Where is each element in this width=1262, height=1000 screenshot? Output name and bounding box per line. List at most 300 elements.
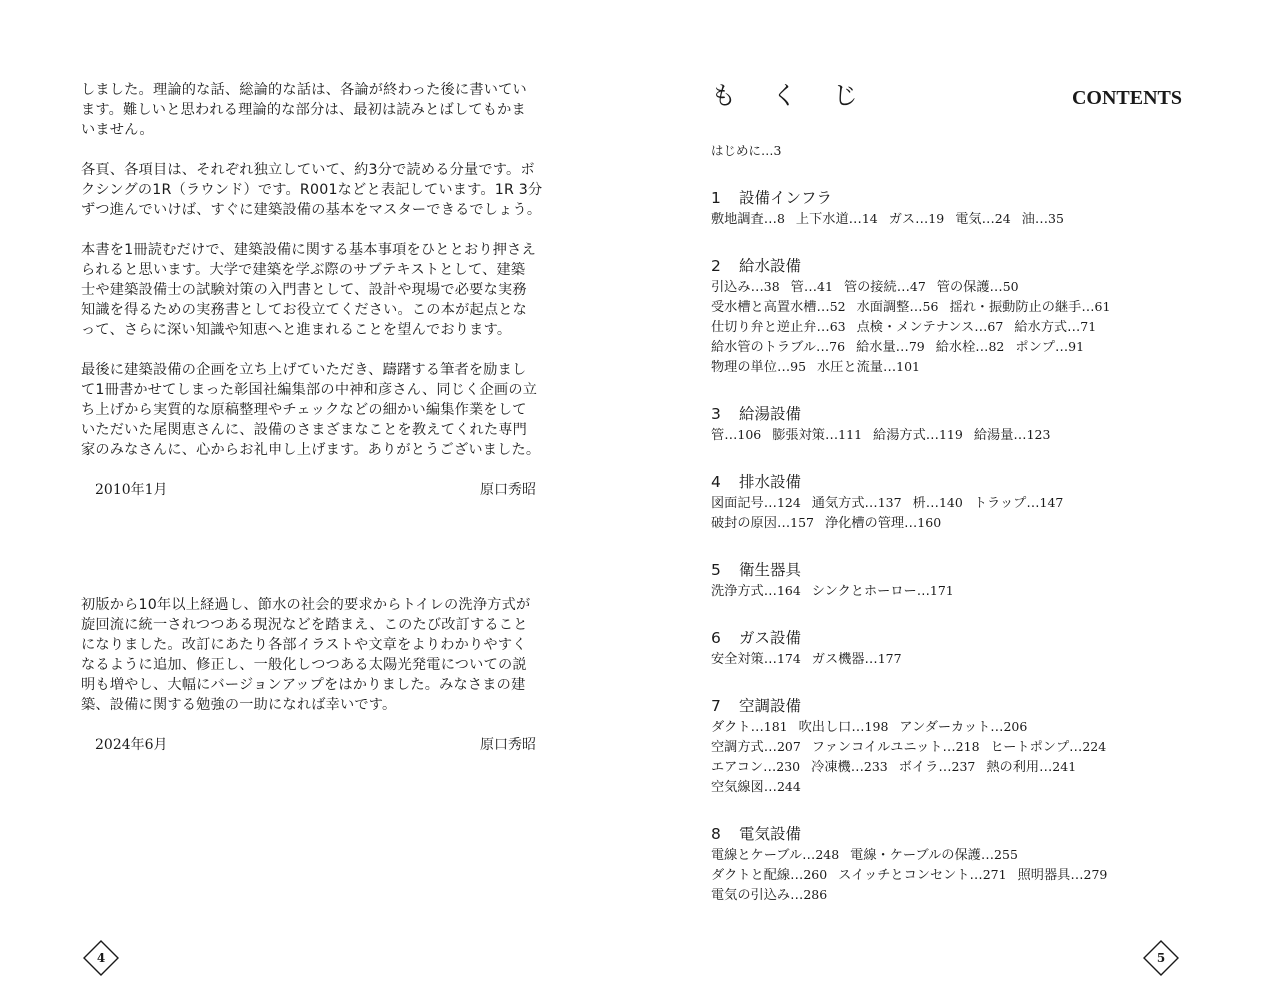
toc-title: も く じ bbox=[711, 81, 872, 110]
toc-entry-label: 給水量 bbox=[856, 340, 896, 355]
toc-entry[interactable] bbox=[796, 212, 878, 227]
toc-entry[interactable] bbox=[899, 720, 1027, 735]
toc-entry-label: スイッチとコンセント bbox=[838, 868, 970, 883]
toc-entry-label: 破封の原因 bbox=[711, 516, 777, 531]
toc-entry-page: 123 bbox=[1026, 427, 1051, 442]
toc-entry[interactable] bbox=[850, 848, 1018, 863]
toc-entry-label: エアコン bbox=[711, 760, 764, 775]
text-line: なるように追加、修正し、一般化しつつある太陽光発電についての説 bbox=[81, 657, 527, 673]
text-line: 知識を得るための実務書としてお役立てください。この本が起点とな bbox=[81, 302, 528, 318]
toc-intro-entry[interactable] bbox=[711, 141, 1191, 161]
toc-entry[interactable] bbox=[711, 888, 827, 903]
toc-entry-page: 71 bbox=[1080, 319, 1097, 334]
toc-entry-page: 171 bbox=[929, 583, 954, 598]
toc-entry[interactable] bbox=[838, 868, 1006, 883]
toc-entry[interactable] bbox=[991, 740, 1107, 755]
signature-2024 bbox=[81, 735, 556, 755]
toc-entry-page: 218 bbox=[955, 739, 980, 754]
toc-entry[interactable] bbox=[772, 428, 862, 443]
toc-entry-label: 管 bbox=[711, 428, 725, 443]
signature-date: 2024年6月 bbox=[95, 737, 168, 753]
toc-entry-label: 膨張対策 bbox=[772, 428, 825, 443]
toc-line bbox=[711, 513, 1191, 533]
toc-entry-page: 8 bbox=[776, 211, 785, 226]
leader-dots: … bbox=[790, 888, 804, 903]
text-line: ち上げから実質的な原稿整理やチェックなどの細かい編集作業をして bbox=[81, 402, 527, 418]
page-number: 5 bbox=[1156, 951, 1166, 965]
toc-entry[interactable] bbox=[825, 516, 941, 531]
toc-entry-label: 受水槽と高置水槽 bbox=[711, 300, 817, 315]
text-line: いません。 bbox=[81, 122, 154, 138]
toc-entry[interactable] bbox=[844, 280, 926, 295]
toc-entry[interactable] bbox=[711, 720, 788, 735]
toc-entry-page: 160 bbox=[917, 515, 942, 530]
toc-line bbox=[711, 649, 1191, 669]
toc-entry-page: 174 bbox=[776, 651, 801, 666]
toc-section-heading[interactable] bbox=[711, 627, 1191, 649]
leader-dots: … bbox=[1013, 428, 1027, 443]
toc-line bbox=[711, 845, 1191, 865]
leader-dots: … bbox=[816, 300, 830, 315]
text-line: られると思います。大学で建築を学ぶ際のサブテキストとして、建築 bbox=[81, 262, 526, 278]
toc-line bbox=[711, 885, 1191, 905]
toc-entry-label: ヒートポンプ bbox=[990, 740, 1070, 755]
toc-entry-label: ポンプ bbox=[1015, 340, 1055, 355]
toc-entry-page: 157 bbox=[790, 515, 814, 530]
toc-entry-page: 260 bbox=[803, 867, 828, 882]
signature-date: 2010年1月 bbox=[95, 482, 168, 498]
toc-entry-page: 50 bbox=[1002, 279, 1019, 294]
toc-entry-label: 枡 bbox=[912, 496, 926, 511]
toc-entry[interactable] bbox=[955, 212, 1010, 227]
toc-entry[interactable] bbox=[817, 360, 920, 375]
toc-entry-label: 図面記号 bbox=[711, 496, 764, 511]
section-number: 6 bbox=[711, 629, 721, 647]
toc-line bbox=[711, 337, 1191, 357]
toc-entry-page: 19 bbox=[928, 211, 945, 226]
text-line: 士や建築設備士の試験対策の入門書として、設計や現場で必要な実務 bbox=[81, 282, 527, 298]
text-line: 家のみなさんに、心からお礼申し上げます。ありがとうございました。 bbox=[81, 442, 541, 458]
toc-entry-label: 通気方式 bbox=[811, 496, 865, 511]
toc-entry[interactable] bbox=[936, 340, 1005, 355]
toc-entry-label: 給湯方式 bbox=[873, 428, 926, 443]
toc-line bbox=[711, 757, 1191, 777]
toc-section bbox=[711, 403, 1191, 445]
leader-dots: … bbox=[815, 340, 830, 355]
preface-paragraph-5 bbox=[81, 595, 556, 715]
signature-author: 原口秀昭 bbox=[480, 482, 536, 498]
leader-dots: … bbox=[1034, 212, 1049, 227]
section-title: 排水設備 bbox=[739, 473, 802, 491]
leader-dots: … bbox=[816, 320, 830, 335]
toc-section-heading[interactable] bbox=[711, 187, 1191, 209]
preface-paragraph-4 bbox=[81, 360, 556, 460]
toc-entry-page: 177 bbox=[877, 651, 902, 666]
toc-entry-page: 41 bbox=[817, 279, 833, 294]
toc-line bbox=[711, 717, 1191, 737]
toc-line bbox=[711, 277, 1191, 297]
text-line: 最後に建築設備の企画を立ち上げていただき、躊躇する筆者を励まし bbox=[81, 362, 527, 378]
toc-entry-page: 95 bbox=[790, 359, 807, 374]
toc-entry-page: 91 bbox=[1068, 339, 1085, 354]
preface-paragraph-2 bbox=[81, 160, 556, 220]
toc-entry[interactable] bbox=[873, 428, 963, 443]
toc-entry-label: 電気 bbox=[955, 212, 982, 227]
toc-entry[interactable] bbox=[937, 280, 1019, 295]
toc-entry[interactable] bbox=[857, 320, 1004, 335]
preface-revision bbox=[81, 595, 556, 775]
toc-entry-label: トラップ bbox=[973, 496, 1027, 511]
toc-entry-label: 揺れ・振動防止の継手 bbox=[949, 300, 1082, 315]
toc-entry-label: 管の保護 bbox=[936, 280, 990, 295]
toc-entry-page: 230 bbox=[776, 759, 801, 774]
toc-intro-label: はじめに bbox=[711, 143, 762, 158]
leader-dots: … bbox=[882, 360, 897, 375]
leader-dots: … bbox=[763, 496, 777, 511]
leader-dots: … bbox=[750, 720, 764, 735]
toc-entry-page: 181 bbox=[763, 719, 788, 734]
toc-entry[interactable] bbox=[811, 760, 888, 775]
toc-entry[interactable] bbox=[1022, 212, 1064, 227]
toc-line bbox=[711, 357, 1191, 377]
leader-dots: … bbox=[942, 740, 956, 755]
toc-entry-page: 47 bbox=[909, 279, 926, 294]
toc-entry[interactable] bbox=[711, 280, 780, 295]
toc-section-heading[interactable] bbox=[711, 823, 1191, 845]
leader-dots: … bbox=[776, 360, 791, 375]
toc-entry-label: 給水栓 bbox=[935, 340, 976, 355]
toc-entry-page: 140 bbox=[938, 495, 963, 510]
toc-entry-page: 61 bbox=[1094, 299, 1111, 314]
leader-dots: … bbox=[1026, 496, 1040, 511]
leader-dots: … bbox=[1054, 340, 1069, 355]
toc-sections bbox=[711, 187, 1191, 905]
toc-entry-label: 熱の利用 bbox=[986, 760, 1040, 775]
leader-dots: … bbox=[938, 760, 952, 775]
toc-entry-page: 101 bbox=[896, 359, 921, 374]
toc-section bbox=[711, 187, 1191, 229]
toc-entry[interactable] bbox=[812, 496, 902, 511]
leader-dots: … bbox=[1070, 868, 1084, 883]
leader-dots: … bbox=[763, 780, 777, 795]
toc-entry[interactable] bbox=[1018, 868, 1108, 883]
toc-entry-page: 14 bbox=[861, 211, 878, 226]
toc-entry[interactable] bbox=[791, 280, 833, 295]
toc-entry[interactable] bbox=[711, 428, 761, 443]
section-number: 1 bbox=[711, 189, 721, 207]
toc-entry[interactable] bbox=[974, 496, 1064, 511]
toc-entry-label: 給水管のトラブル bbox=[711, 340, 816, 355]
toc-entry-page: 38 bbox=[763, 279, 780, 294]
toc-line bbox=[711, 737, 1191, 757]
toc-entry[interactable] bbox=[799, 720, 889, 735]
leader-dots: … bbox=[790, 868, 804, 883]
toc-entry-label: 浄化槽の管理 bbox=[824, 516, 905, 531]
signature-2010 bbox=[81, 480, 556, 500]
toc-entry-label: アンダーカット bbox=[899, 720, 991, 735]
toc-entry-page: 206 bbox=[1003, 719, 1028, 734]
toc-entry-label: ボイラ bbox=[898, 760, 939, 775]
toc-entry-page: 233 bbox=[863, 759, 888, 774]
section-number: 5 bbox=[711, 561, 721, 579]
leader-dots: … bbox=[904, 516, 918, 531]
toc-line bbox=[711, 425, 1191, 445]
toc-entry-page: 67 bbox=[987, 319, 1004, 334]
toc-entry[interactable] bbox=[711, 652, 801, 667]
toc-entry-page: 164 bbox=[776, 583, 801, 598]
toc-entry-page: 147 bbox=[1039, 495, 1064, 510]
signature-author: 原口秀昭 bbox=[480, 737, 536, 753]
preface-paragraph-3 bbox=[81, 240, 556, 340]
text-line: 初版から10年以上経過し、節水の社会的要求からトイレの洗浄方式が bbox=[81, 597, 531, 613]
toc-entry[interactable] bbox=[974, 428, 1051, 443]
toc-entry-page: 248 bbox=[815, 847, 840, 862]
toc-entry-page: 119 bbox=[938, 427, 963, 442]
text-line: しました。理論的な話、総論的な話は、各論が終わった後に書いてい bbox=[81, 82, 527, 98]
toc-entry-page: 198 bbox=[864, 719, 889, 734]
leader-dots: … bbox=[864, 496, 878, 511]
toc-entry-label: 安全対策 bbox=[711, 652, 764, 667]
toc-entry[interactable] bbox=[986, 760, 1076, 775]
section-title: 電気設備 bbox=[739, 825, 802, 843]
toc-entry-label: 冷凍機 bbox=[811, 760, 851, 775]
leader-dots: … bbox=[1081, 300, 1095, 315]
toc-entry-page: 82 bbox=[988, 339, 1005, 354]
leader-dots: … bbox=[981, 212, 995, 227]
leader-dots: … bbox=[1069, 740, 1083, 755]
section-title: 給湯設備 bbox=[739, 405, 802, 423]
toc-entry-label: 物理の単位 bbox=[711, 360, 777, 375]
toc-entry-label: 引込み bbox=[711, 280, 751, 295]
toc-entry-label: シンクとホーロー bbox=[811, 584, 917, 599]
toc-entry-label: 点検・メンテナンス bbox=[856, 320, 975, 335]
toc-entry-label: 電線・ケーブルの保護 bbox=[850, 848, 981, 863]
leader-dots: … bbox=[763, 652, 777, 667]
text-line: クシングの1R（ラウンド）です。R001などと表記しています。1R 3分 bbox=[81, 182, 543, 198]
leader-dots: … bbox=[803, 280, 818, 295]
toc-entry[interactable] bbox=[711, 212, 785, 227]
leader-dots: … bbox=[763, 212, 777, 227]
toc-entry-label: 管の接続 bbox=[843, 280, 897, 295]
leader-dots: … bbox=[824, 428, 839, 443]
toc-section-heading[interactable] bbox=[711, 403, 1191, 425]
toc-section bbox=[711, 255, 1191, 377]
leader-dots: … bbox=[850, 760, 864, 775]
toc-section bbox=[711, 471, 1191, 533]
toc-section-heading[interactable] bbox=[711, 695, 1191, 717]
toc-entry[interactable] bbox=[711, 320, 846, 335]
toc-entry-page: 79 bbox=[908, 339, 925, 354]
toc-line bbox=[711, 493, 1191, 513]
text-line: ずつ進んでいけば、すぐに建築設備の基本をマスターできるでしょう。 bbox=[81, 202, 542, 218]
toc-entry-page: 63 bbox=[829, 319, 846, 334]
toc-line bbox=[711, 317, 1191, 337]
toc-entry-label: ガス機器 bbox=[811, 652, 865, 667]
toc-line bbox=[711, 581, 1191, 601]
toc-entry[interactable] bbox=[1015, 340, 1084, 355]
toc-entry-label: 油 bbox=[1021, 212, 1035, 227]
toc-entry-label: 水圧と流量 bbox=[817, 360, 883, 375]
toc-entry[interactable] bbox=[711, 584, 801, 599]
toc-entry[interactable] bbox=[711, 340, 845, 355]
toc-entry-label: 敷地調査 bbox=[711, 212, 764, 227]
toc-entry[interactable] bbox=[711, 848, 839, 863]
toc-entry[interactable] bbox=[913, 496, 963, 511]
toc-entry-page: 271 bbox=[982, 867, 1007, 882]
toc-section-heading[interactable] bbox=[711, 471, 1191, 493]
leader-dots: … bbox=[1067, 320, 1081, 335]
toc-entry-label: 電線とケーブル bbox=[711, 848, 803, 863]
text-line: て1冊書かせてしまった彰国社編集部の中神和彦さん、同じく企画の立 bbox=[81, 382, 538, 398]
text-line: 築、設備に関する勉強の一助になれば幸いです。 bbox=[81, 697, 397, 713]
leader-dots: … bbox=[1039, 760, 1053, 775]
toc-entry-page: 286 bbox=[803, 887, 828, 902]
toc-line bbox=[711, 777, 1191, 797]
toc-entry[interactable] bbox=[889, 212, 944, 227]
toc-entry[interactable] bbox=[857, 300, 939, 315]
toc-entry-label: ガス bbox=[888, 212, 916, 227]
leader-dots: … bbox=[969, 868, 983, 883]
section-number: 3 bbox=[711, 405, 721, 423]
preface-upper bbox=[81, 80, 556, 520]
leader-dots: … bbox=[925, 428, 939, 443]
text-line: 旋回流に統一されつつある現況などを踏まえ、このたび改訂すること bbox=[81, 617, 528, 633]
toc-section-heading[interactable] bbox=[711, 559, 1191, 581]
toc-section bbox=[711, 559, 1191, 601]
toc-entry[interactable] bbox=[899, 760, 976, 775]
toc-entry-label: 給湯量 bbox=[973, 428, 1014, 443]
text-line: いただいた尾関恵さんに、設備のさまざまなことを教えてくれた専門 bbox=[81, 422, 528, 438]
toc-section bbox=[711, 823, 1191, 905]
toc-entry-page: 279 bbox=[1083, 867, 1108, 882]
toc-entry[interactable] bbox=[711, 740, 801, 755]
leader-dots: … bbox=[989, 280, 1003, 295]
toc-entry-page: 244 bbox=[776, 779, 801, 794]
text-line: 明も増やし、大幅にバージョンアップをはかりました。みなさまの建 bbox=[81, 677, 526, 693]
toc-entry-label: 空調方式 bbox=[711, 740, 764, 755]
leader-dots: … bbox=[724, 428, 738, 443]
toc-entry-page: 111 bbox=[838, 427, 863, 442]
toc-entry-label: 吹出し口 bbox=[798, 720, 852, 735]
toc-section-heading[interactable] bbox=[711, 255, 1191, 277]
toc-entry-page: 35 bbox=[1048, 211, 1064, 226]
toc-entry[interactable] bbox=[711, 868, 827, 883]
text-line: 本書を1冊読むだけで、建築設備に関する基本事項をひととおり押さえ bbox=[81, 242, 536, 258]
leader-dots: … bbox=[925, 496, 939, 511]
toc-entry-label: 給水方式 bbox=[1014, 320, 1068, 335]
table-of-contents bbox=[711, 141, 1191, 931]
toc-entry-label: ダクト bbox=[711, 720, 751, 735]
toc-entry-page: 124 bbox=[776, 495, 801, 510]
leader-dots: … bbox=[750, 280, 764, 295]
contents-label: CONTENTS bbox=[1071, 87, 1182, 109]
toc-section bbox=[711, 627, 1191, 669]
toc-entry-page: 24 bbox=[994, 211, 1011, 226]
section-title: 空調設備 bbox=[739, 697, 802, 715]
section-title: 給水設備 bbox=[739, 257, 802, 275]
section-number: 7 bbox=[711, 697, 721, 715]
text-line: って、さらに深い知識や知恵へと進まれることを望んでおります。 bbox=[81, 322, 512, 338]
text-line: 各頁、各項目は、それぞれ独立していて、約3分で読める分量です。ボ bbox=[81, 162, 535, 178]
leader-dots: … bbox=[848, 212, 862, 227]
preface-paragraph-1 bbox=[81, 80, 556, 140]
toc-entry[interactable] bbox=[711, 300, 846, 315]
leader-dots: … bbox=[990, 720, 1004, 735]
toc-entry-page: 224 bbox=[1082, 739, 1107, 754]
toc-entry[interactable] bbox=[812, 584, 954, 599]
toc-line bbox=[711, 865, 1191, 885]
toc-entry-label: 上下水道 bbox=[795, 212, 849, 227]
toc-entry[interactable] bbox=[711, 780, 801, 795]
toc-entry-label: 洗浄方式 bbox=[711, 584, 764, 599]
toc-entry-page: 241 bbox=[1052, 759, 1077, 774]
text-line: になりました。改訂にあたり各部イラストや文章をよりわかりやすく bbox=[81, 637, 527, 653]
leader-dots: … bbox=[802, 848, 816, 863]
leader-dots: … bbox=[975, 340, 989, 355]
page-number-right bbox=[1143, 940, 1179, 976]
leader-dots: … bbox=[761, 143, 774, 158]
toc-entry-label: 空気線図 bbox=[711, 780, 764, 795]
right-page bbox=[631, 0, 1262, 1000]
toc-entry[interactable] bbox=[812, 652, 902, 667]
toc-entry-page: 76 bbox=[829, 339, 846, 354]
toc-entry[interactable] bbox=[812, 740, 980, 755]
toc-entry-page: 255 bbox=[994, 847, 1018, 862]
toc-entry-page: 52 bbox=[829, 299, 846, 314]
toc-entry-page: 106 bbox=[737, 427, 762, 442]
leader-dots: … bbox=[776, 516, 791, 531]
toc-entry-label: 照明器具 bbox=[1017, 868, 1071, 883]
toc-entry-label: 電気の引込み bbox=[711, 888, 791, 903]
leader-dots: … bbox=[916, 584, 930, 599]
leader-dots: … bbox=[895, 340, 909, 355]
toc-entry[interactable] bbox=[1014, 320, 1096, 335]
toc-entry[interactable] bbox=[711, 516, 814, 531]
leader-dots: … bbox=[896, 280, 910, 295]
toc-line bbox=[711, 209, 1191, 229]
section-number: 2 bbox=[711, 257, 721, 275]
toc-section bbox=[711, 695, 1191, 797]
toc-entry-label: ファンコイルユニット bbox=[811, 740, 943, 755]
section-number: 8 bbox=[711, 825, 721, 843]
leader-dots: … bbox=[974, 320, 988, 335]
toc-entry-page: 56 bbox=[922, 299, 939, 314]
toc-entry-page: 237 bbox=[951, 759, 976, 774]
toc-entry-label: 管 bbox=[790, 280, 804, 295]
toc-entry[interactable] bbox=[711, 360, 806, 375]
section-title: 衛生器具 bbox=[739, 561, 802, 579]
page-number-left bbox=[83, 940, 119, 976]
toc-entry[interactable] bbox=[711, 496, 801, 511]
section-title: 設備インフラ bbox=[739, 189, 833, 207]
toc-entry[interactable] bbox=[949, 300, 1110, 315]
leader-dots: … bbox=[763, 740, 777, 755]
leader-dots: … bbox=[915, 212, 929, 227]
text-line: ます。難しいと思われる理論的な部分は、最初は読みとばしてもかま bbox=[81, 102, 526, 118]
section-title: ガス設備 bbox=[739, 629, 802, 647]
toc-entry-label: 仕切り弁と逆止弁 bbox=[711, 320, 817, 335]
toc-intro-page: 3 bbox=[773, 143, 782, 158]
leader-dots: … bbox=[763, 760, 777, 775]
leader-dots: … bbox=[763, 584, 777, 599]
leader-dots: … bbox=[851, 720, 865, 735]
toc-entry-page: 207 bbox=[776, 739, 801, 754]
toc-entry[interactable] bbox=[856, 340, 925, 355]
leader-dots: … bbox=[864, 652, 878, 667]
toc-entry[interactable] bbox=[711, 760, 800, 775]
section-number: 4 bbox=[711, 473, 721, 491]
toc-entry-label: ダクトと配線 bbox=[711, 868, 791, 883]
